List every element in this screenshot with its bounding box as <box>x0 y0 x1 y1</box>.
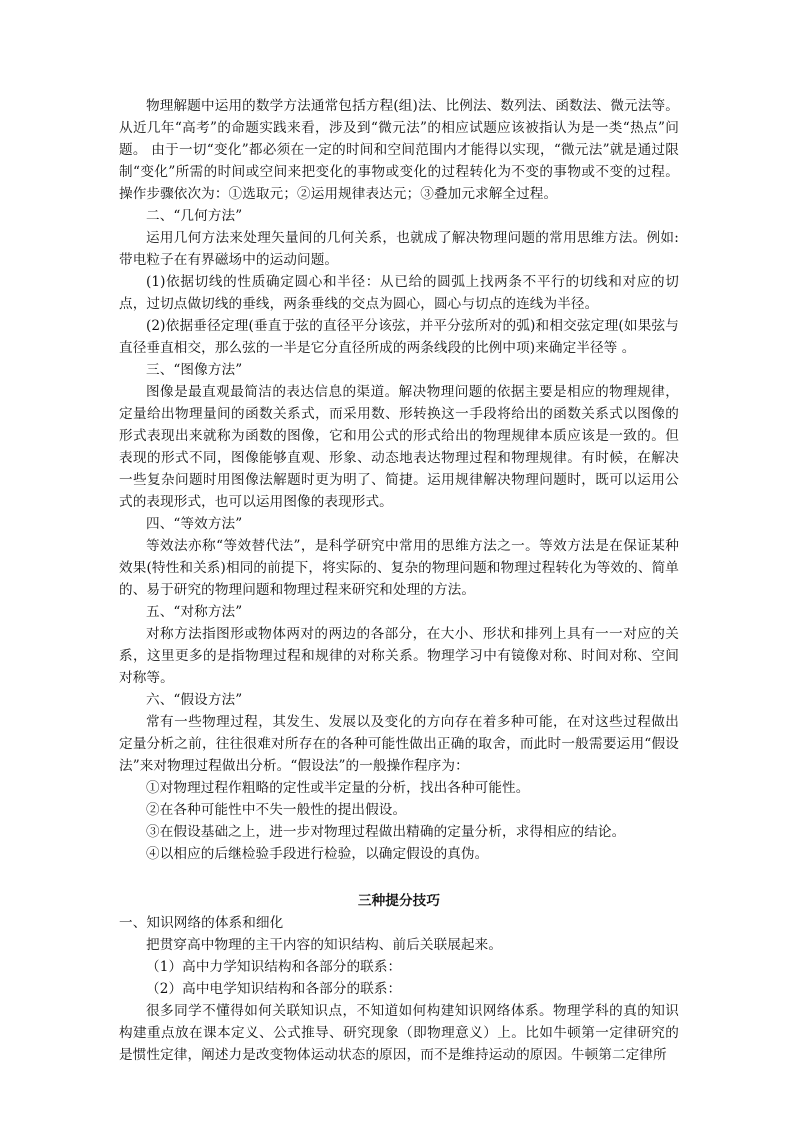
list-item-mechanics: （1）高中力学知识结构和各部分的联系： <box>146 959 402 975</box>
heading-geometry-method: 二、“几何方法” <box>146 208 243 224</box>
document-page <box>119 95 679 1066</box>
heading-knowledge-network: 一、知识网络的体系和细化 <box>119 915 284 931</box>
paragraph-geometry-2: (2)依据垂径定理(垂直于弦的直径平分该弦，并平分弦所对的弧)和相交弦定理(如果弦与直径垂直相交，那么弦的一半是它分直径所成的两条线段的比例中项)来确定半径等 。 <box>119 318 679 356</box>
heading-hypothesis-method: 六、“假设方法” <box>146 692 243 708</box>
heading-equivalence-method: 四、“等效方法” <box>146 516 243 532</box>
paragraph-symmetry: 对称方法指图形或物体两对的两边的各部分，在大小、形状和排列上具有一一对应的关系，这里更多的是指物理过程和规律的对称关系。物理学习中有镜像对称、时间对称、空间对称等。 <box>119 626 679 686</box>
paragraph-knowledge-structure: 把贯穿高中物理的主干内容的知识结构、前后关联展起来。 <box>146 937 503 953</box>
hypothesis-step-4: ④以相应的后继检验手段进行检验，以确定假设的真伪。 <box>146 846 489 862</box>
paragraph-intro: 物理解题中运用的数学方法通常包括方程(组)法、比例法、数列法、函数法、微元法等。从近几年“高考”的命题实践来看，涉及到“微元法”的相应试题应该被指认为是一类“热点”问题。 由于一切“变化”都必须在一定的时间和空间范围内才能得以实现，“微元法”就是通过限制“变化”所需的时间或空间来把变化的事物或变化的过程转化为不变的事物或不变的过程。操作步骤依次为：①选取元；②运用规律表达元；③叠加元求解全过程。 <box>119 98 679 202</box>
section-title: 三种提分技巧 <box>357 893 441 909</box>
list-item-electricity: （2）高中电学知识结构和各部分的联系： <box>146 981 402 997</box>
paragraph-graph: 图像是最直观最简洁的表达信息的渠道。解决物理问题的依据主要是相应的物理规律，定量给出物理量间的函数关系式，而采用数、形转换这一手段将给出的函数关系式以图像的形式表现出来就称为函数的图像，它和用公式的形式给出的物理规律本质应该是一致的。但表现的形式不同，图像能够直观、形象、动态地表达物理过程和物理规律。有时候，在解决一些复杂问题时用图像法解题时更为明了、简捷。运用规律解决物理问题时，既可以运用公式的表现形式，也可以运用图像的表现形式。 <box>119 384 679 510</box>
paragraph-hypothesis: 常有一些物理过程，其发生、发展以及变化的方向存在着多种可能，在对这些过程做出定量分析之前，往往很难对所存在的各种可能性做出正确的取舍，而此时一般需要运用“假设法”来对物理过程做出分析。“假设法”的一般操作程序为： <box>119 714 679 774</box>
heading-symmetry-method: 五、“对称方法” <box>146 604 243 620</box>
paragraph-equivalence: 等效法亦称“等效替代法”，是科学研究中常用的思维方法之一。等效方法是在保证某种效果(特性和关系)相同的前提下，将实际的、复杂的物理问题和物理过程转化为等效的、简单的、易于研究的物理问题和物理过程来研究和处理的方法。 <box>119 538 679 598</box>
heading-graph-method: 三、“图像方法” <box>146 362 243 378</box>
hypothesis-step-3: ③在假设基础之上，进一步对物理过程做出精确的定量分析，求得相应的结论。 <box>146 824 626 840</box>
hypothesis-step-1: ①对物理过程作粗略的定性或半定量的分析，找出各种可能性。 <box>146 780 530 796</box>
paragraph-knowledge-network: 很多同学不懂得如何关联知识点，不知道如何构建知识网络体系。物理学科的真的知识构建重点放在课本定义、公式推导、研究现象（即物理意义）上。比如牛顿第一定律研究的是惯性定律，阐述力是改变物体运动状态的原因，而不是维持运动的原因。牛顿第二定律所 <box>119 1003 679 1063</box>
paragraph-geometry: 运用几何方法来处理矢量间的几何关系，也就成了解决物理问题的常用思维方法。例如:带电粒子在有界磁场中的运动问题。 <box>119 230 679 268</box>
paragraph-geometry-1: (1)依据切线的性质确定圆心和半径：从已给的圆弧上找两条不平行的切线和对应的切点，过切点做切线的垂线，两条垂线的交点为圆心，圆心与切点的连线为半径。 <box>119 274 679 312</box>
hypothesis-step-2: ②在各种可能性中不失一般性的提出假设。 <box>146 802 407 818</box>
